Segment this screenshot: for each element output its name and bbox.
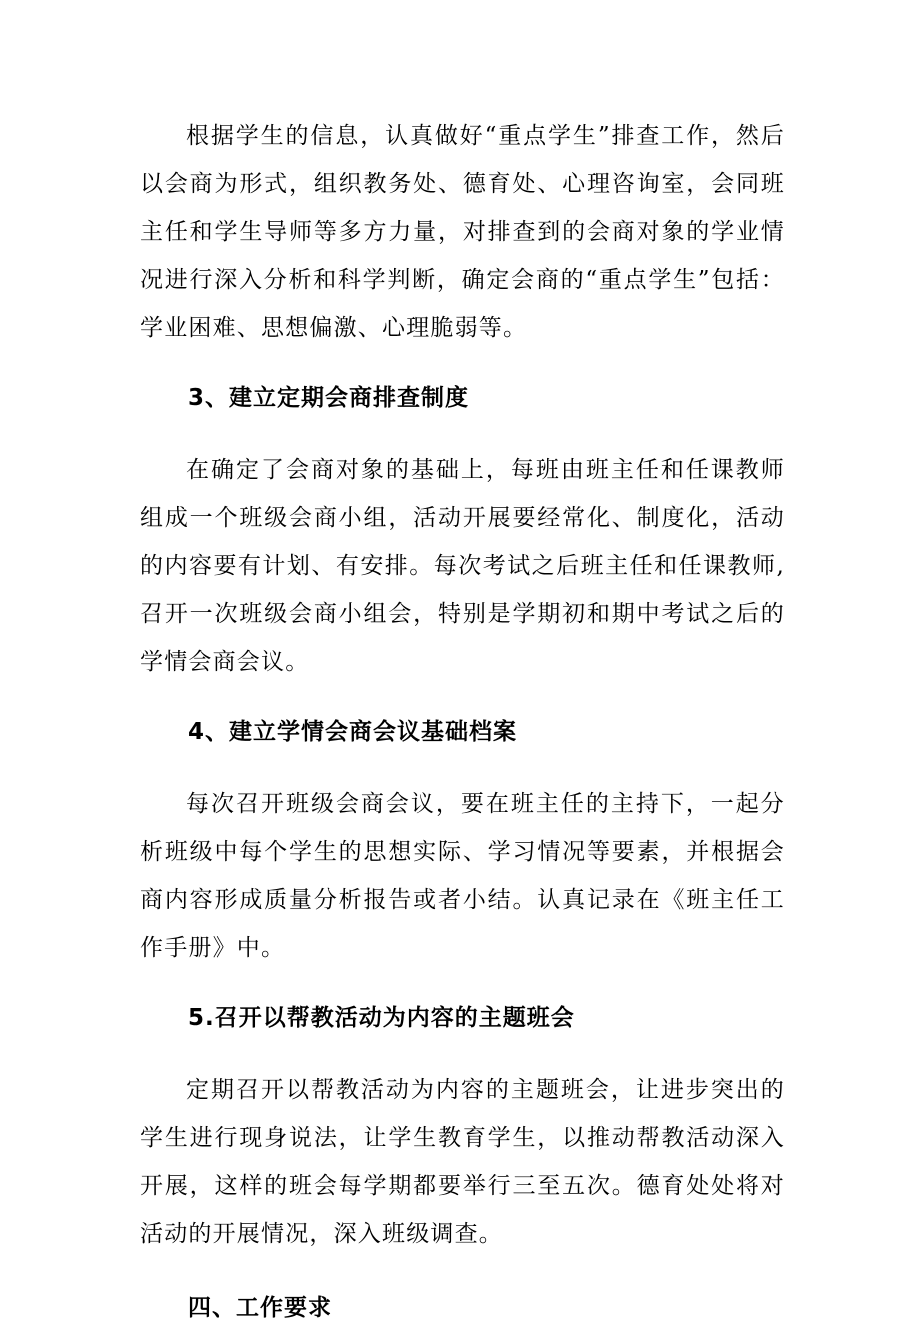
spacer bbox=[140, 972, 785, 994]
paragraph-class-meeting-analysis: 每次召开班级会商会议，要在班主任的主持下，一起分析班级中每个学生的思想实际、学习情况等要素，并根据会商内容形成质量分析报告或者小结。认真记录在《班主任工作手册》中。 bbox=[140, 791, 785, 961]
section-heading-work-requirements: 四、工作要求 bbox=[188, 1295, 332, 1321]
spacer bbox=[140, 756, 785, 780]
heading-5-theme-class-meeting: 5.召开以帮教活动为内容的主题班会 bbox=[188, 1005, 575, 1031]
heading-4-consultation-archive: 4、建立学情会商会议基础档案 bbox=[188, 719, 518, 745]
paragraph-key-students-screening: 根据学生的信息，认真做好“重点学生”排查工作，然后以会商为形式，组织教务处、德育处、心理咨询室，会同班主任和学生导师等多方力量，对排查到的会商对象的学业情况进行深入分析和科学判断，确定会商的“重点学生”包括：学业困难、思想偏激、心理脆弱等。 bbox=[140, 123, 785, 341]
spacer bbox=[140, 1042, 785, 1066]
spacer bbox=[140, 422, 785, 446]
document-body bbox=[140, 112, 785, 1332]
spacer bbox=[140, 1258, 785, 1284]
paragraph-class-consultation-group: 在确定了会商对象的基础上，每班由班主任和任课教师组成一个班级会商小组，活动开展要经常化、制度化，活动的内容要有计划、有安排。每次考试之后班主任和任课教师,召开一次班级会商小组会，特别是学期初和期中考试之后的学情会商会议。 bbox=[140, 457, 785, 675]
spacer bbox=[140, 686, 785, 708]
heading-3-regular-screening: 3、建立定期会商排查制度 bbox=[188, 385, 470, 411]
spacer bbox=[140, 352, 785, 374]
paragraph-theme-class-meeting: 定期召开以帮教活动为内容的主题班会，让进步突出的学生进行现身说法，让学生教育学生，以推动帮教活动深入开展，这样的班会每学期都要举行三至五次。德育处处将对活动的开展情况，深入班级调查。 bbox=[140, 1077, 785, 1247]
